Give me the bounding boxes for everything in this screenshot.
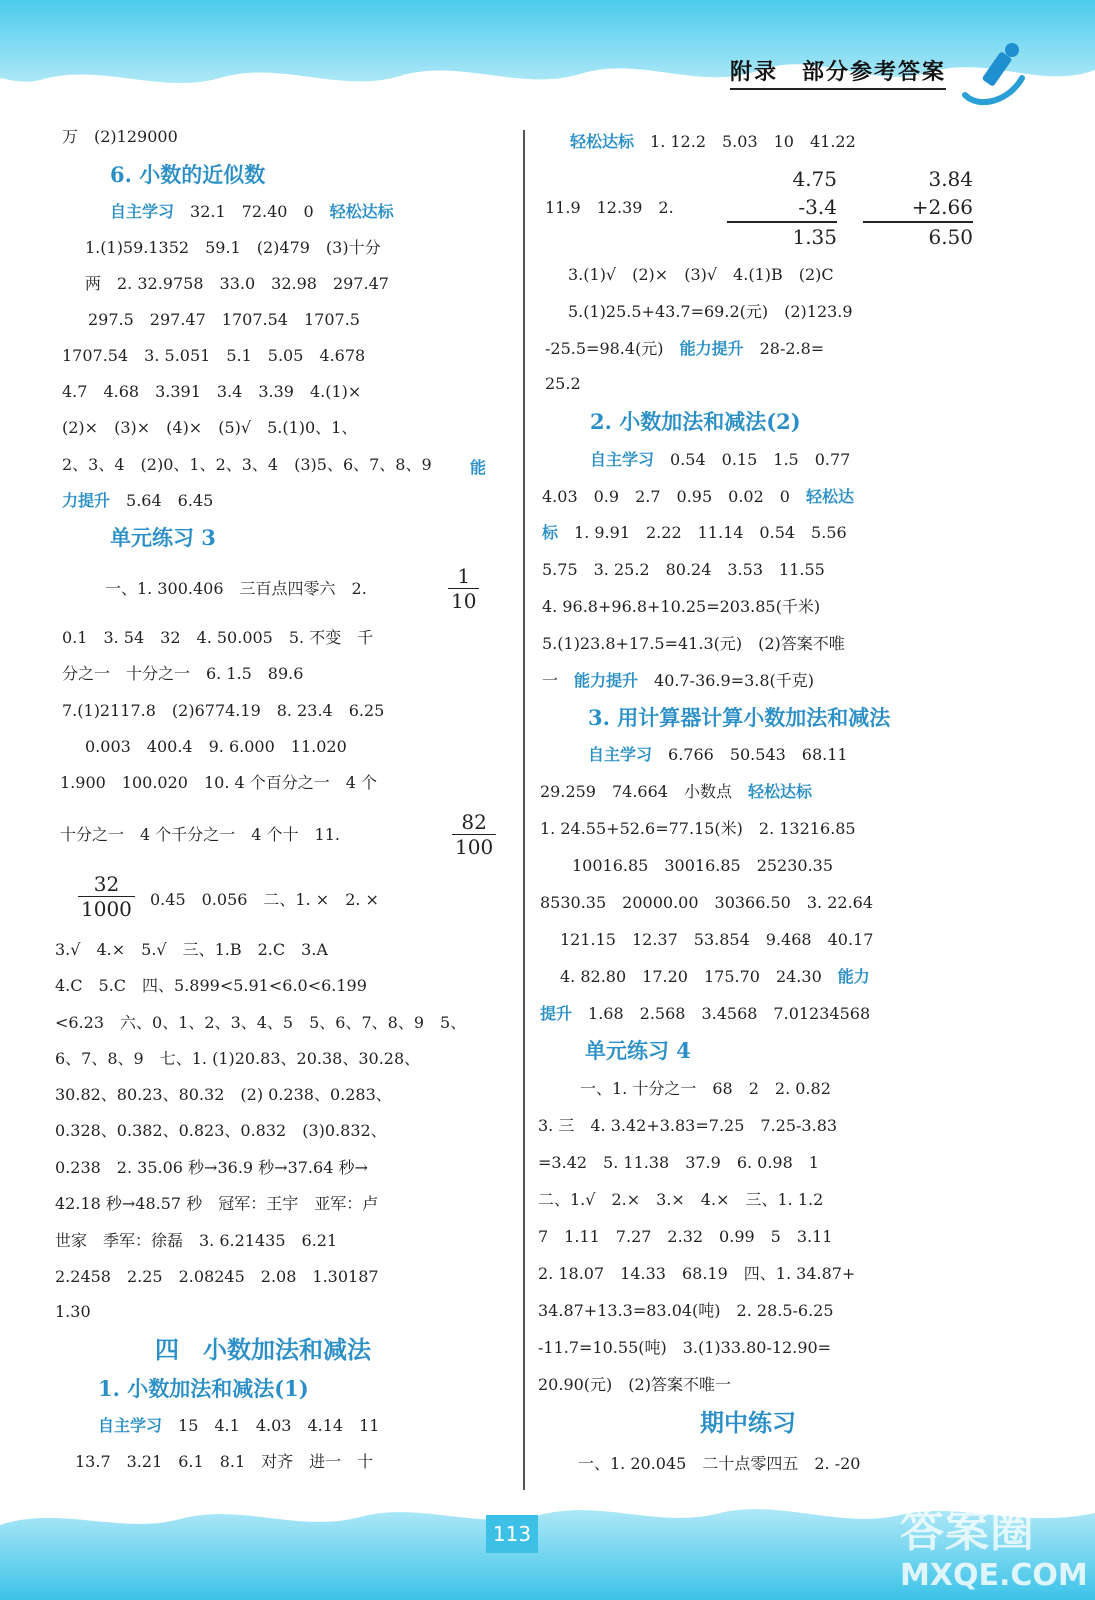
- text-line: 42.18 秒→48.57 秒 冠军：王宇 亚军：卢: [55, 1194, 379, 1213]
- text-line: =3.42 5. 11.38 37.9 6. 0.98 1: [538, 1153, 819, 1172]
- text-line: 10016.85 30016.85 25230.35: [572, 856, 834, 875]
- text-line: 3. 三 4. 3.42+3.83=7.25 7.25-3.83: [538, 1116, 838, 1135]
- section-heading: 单元练习 3: [110, 525, 216, 550]
- section-heading: 2. 小数加法和减法(2): [590, 409, 801, 434]
- text-line: 一、1. 十分之一 68 2 2. 0.82: [580, 1079, 831, 1098]
- text-line: 自主学习 6.766 50.543 68.11: [588, 745, 848, 764]
- text-line: 标 1. 9.91 2.22 11.14 0.54 5.56: [542, 523, 847, 542]
- section-heading: 3. 用计算器计算小数加法和减法: [588, 705, 891, 730]
- text-line: 3.(1)√ (2)× (3)√ 4.(1)B (2)C: [568, 265, 834, 284]
- text-line: 29.259 74.664 小数点 轻松达标: [540, 782, 812, 801]
- text-line: 4.03 0.9 2.7 0.95 0.02 0 轻松达: [542, 487, 854, 506]
- text-line: (2)× (3)× (4)× (5)√ 5.(1)0、1、: [62, 418, 358, 437]
- text-line: 一、1. 300.406 三百点四零六 2.: [105, 579, 367, 598]
- section-heading: 6. 小数的近似数: [110, 162, 266, 187]
- text-line: 1.900 100.020 10. 4 个百分之一 4 个: [60, 773, 378, 792]
- vertical-subtraction: 4.75 -3.4 1.35: [727, 165, 837, 251]
- text-line: 297.5 297.47 1707.54 1707.5: [88, 310, 360, 329]
- watermark-url: MXQE.COM: [900, 1558, 1088, 1593]
- text-line: 0.003 400.4 9. 6.000 11.020: [85, 737, 347, 756]
- text-line: 4.7 4.68 3.391 3.4 3.39 4.(1)×: [62, 382, 362, 401]
- text-line: -11.7=10.55(吨) 3.(1)33.80-12.90=: [538, 1338, 832, 1357]
- chapter-heading: 四 小数加法和减法: [155, 1335, 371, 1364]
- text-line: 力提升 5.64 6.45: [62, 491, 214, 510]
- section-heading: 单元练习 4: [585, 1038, 691, 1063]
- text-line: 4. 96.8+96.8+10.25=203.85(千米): [542, 597, 821, 616]
- text-line: -25.5=98.4(元) 能力提升 28-2.8=: [545, 339, 825, 358]
- text-line: 世家 季军：徐磊 3. 6.21435 6.21: [55, 1231, 338, 1250]
- text-line: 0.238 2. 35.06 秒→36.9 秒→37.64 秒→: [55, 1158, 368, 1177]
- text-line: 3.√ 4.× 5.√ 三、1.B 2.C 3.A: [55, 940, 328, 959]
- text-line: 5.(1)23.8+17.5=41.3(元) (2)答案不唯: [542, 634, 845, 653]
- text-line: 一 能力提升 40.7-36.9=3.8(千克): [542, 671, 815, 690]
- text-line: 自主学习 0.54 0.15 1.5 0.77: [590, 450, 851, 469]
- text-line: 0.328、0.382、0.823、0.832 (3)0.832、: [55, 1121, 387, 1140]
- text-line: 提升 1.68 2.568 3.4568 7.01234568: [540, 1004, 871, 1023]
- text-line: 万 (2)129000: [62, 127, 178, 146]
- vertical-addition: 3.84 +2.66 6.50: [863, 165, 973, 251]
- text-line: 两 2. 32.9758 33.0 32.98 297.47: [85, 274, 389, 293]
- text-line: 34.87+13.3=83.04(吨) 2. 28.5-6.25: [538, 1301, 834, 1320]
- column-divider: [523, 130, 525, 1490]
- watermark-logo: 答案圈: [900, 1506, 1035, 1557]
- text-line: 2.2458 2.25 2.08245 2.08 1.30187: [55, 1267, 379, 1286]
- text-line: 能: [470, 458, 487, 477]
- page-header: [730, 55, 946, 90]
- text-line: 一、1. 20.045 二十点零四五 2. -20: [578, 1454, 861, 1473]
- section-heading: 期中练习: [700, 1408, 796, 1437]
- text-line: 分之一 十分之一 6. 1.5 89.6: [62, 664, 304, 683]
- text-line: 轻松达标 1. 12.2 5.03 10 41.22: [570, 132, 856, 151]
- header-answers: 部分参考答案: [802, 59, 947, 85]
- text-line: 十分之一 4 个千分之一 4 个十 11.: [60, 825, 340, 844]
- text-line: 4. 82.80 17.20 175.70 24.30 能力: [560, 967, 870, 986]
- text-line: 1.(1)59.1352 59.1 (2)479 (3)十分: [85, 238, 381, 257]
- section-heading: 1. 小数加法和减法(1): [98, 1376, 309, 1401]
- text-line: 二、1.√ 2.× 3.× 4.× 三、1. 1.2: [538, 1190, 824, 1209]
- text-line: 25.2: [545, 374, 581, 393]
- text-line: 7.(1)2117.8 (2)6774.19 8. 23.4 6.25: [62, 701, 385, 720]
- text-line: 6、7、8、9 七、1. (1)20.83、20.38、30.28、: [55, 1049, 421, 1068]
- fraction: $\frac{1}{10}$: [448, 564, 479, 613]
- fraction: $\frac{82}{100}$: [452, 810, 496, 859]
- text-line: 20.90(元) (2)答案不唯一: [538, 1375, 731, 1394]
- text-line: 8530.35 20000.00 30366.50 3. 22.64: [540, 893, 874, 912]
- page-number: 113: [486, 1515, 538, 1553]
- text-line: 0.1 3. 54 32 4. 50.005 5. 不变 千: [62, 628, 374, 647]
- text-line: 自主学习 15 4.1 4.03 4.14 11: [98, 1416, 380, 1435]
- pencil-mascot-icon: [960, 40, 1030, 110]
- text-line: 1. 24.55+52.6=77.15(米) 2. 13216.85: [540, 819, 856, 838]
- text-line: 4.C 5.C 四、5.899<5.91<6.0<6.199: [55, 976, 367, 995]
- text-line: 自主学习 32.1 72.40 0 轻松达标: [110, 202, 394, 221]
- text-line: 2、3、4 (2)0、1、2、3、4 (3)5、6、7、8、9: [62, 455, 432, 474]
- text-line: 13.7 3.21 6.1 8.1 对齐 进一 十: [75, 1452, 374, 1471]
- header-appendix: 附录: [730, 59, 779, 85]
- text-line: <6.23 六、0、1、2、3、4、5 5、6、7、8、9 5、: [55, 1013, 467, 1032]
- text-line: 7 1.11 7.27 2.32 0.99 5 3.11: [538, 1227, 833, 1246]
- text-line: 5.(1)25.5+43.7=69.2(元) (2)123.9: [568, 302, 853, 321]
- text-line: 5.75 3. 25.2 80.24 3.53 11.55: [542, 560, 825, 579]
- text-line: 121.15 12.37 53.854 9.468 40.17: [560, 930, 874, 949]
- text-line: 11.9 12.39 2.: [545, 198, 674, 217]
- text-line: 1707.54 3. 5.051 5.1 5.05 4.678: [62, 346, 366, 365]
- text-line: 0.45 0.056 二、1. × 2. ×: [150, 890, 379, 909]
- fraction: $\frac{32}{1000}$: [78, 872, 135, 921]
- text-line: 2. 18.07 14.33 68.19 四、1. 34.87+: [538, 1264, 856, 1283]
- text-line: 30.82、80.23、80.32 (2) 0.238、0.283、: [55, 1085, 392, 1104]
- text-line: 1.30: [55, 1302, 91, 1321]
